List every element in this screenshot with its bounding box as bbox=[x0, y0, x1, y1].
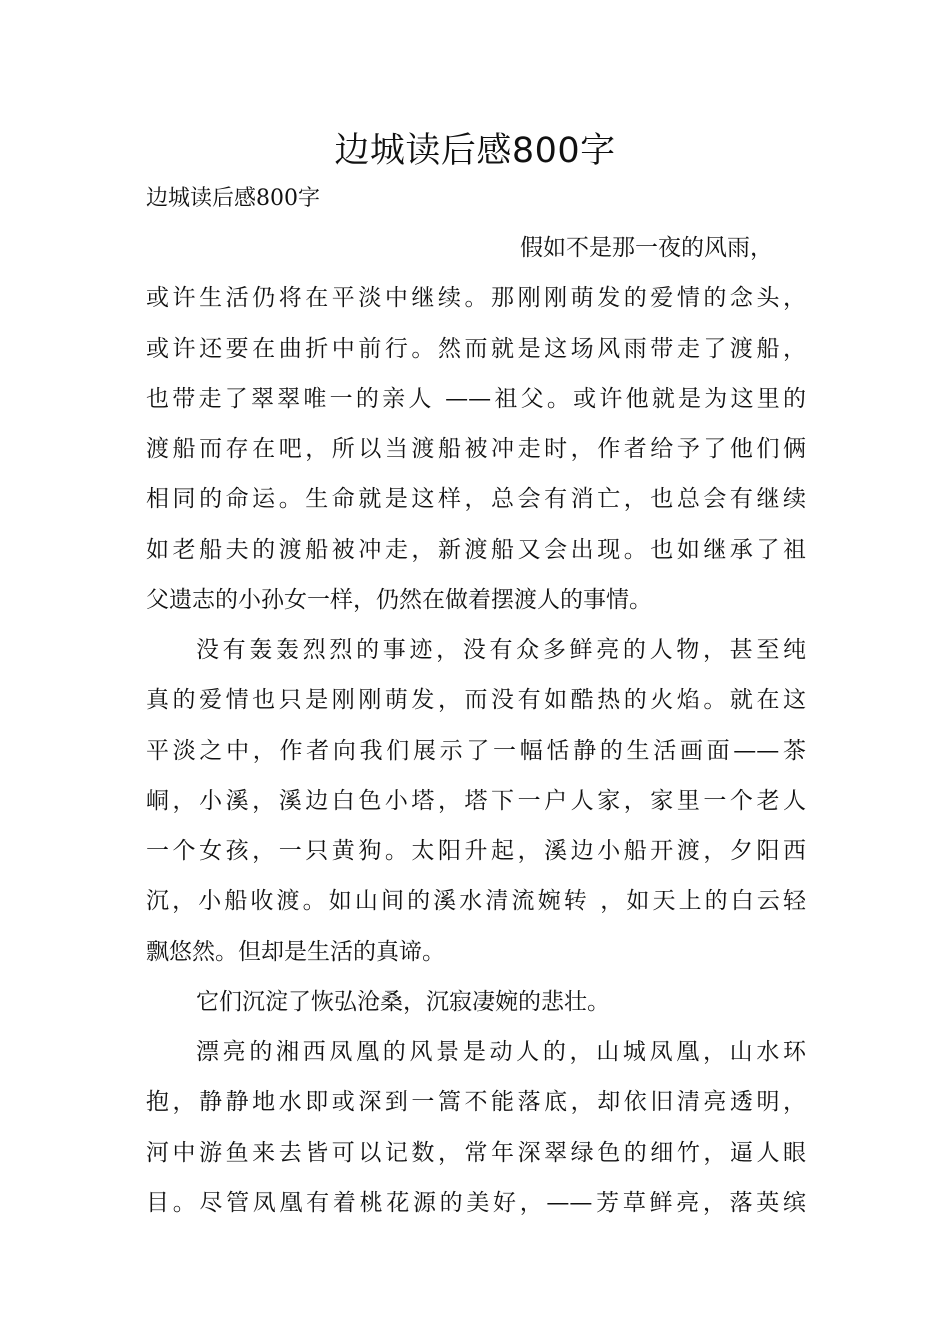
paragraph-line: 渡船而存在吧，所以当渡船被冲走时，作者给予了他们俩 bbox=[146, 436, 806, 463]
paragraph-line: 抱，静静地水即或深到一篙不能落底，却依旧清亮透明， bbox=[146, 1089, 806, 1116]
paragraph-line: 漂亮的湘西凤凰的风景是动人的，山城凤凰，山水环 bbox=[196, 1039, 806, 1065]
paragraph-line: 沉，小船收渡。如山间的溪水清流婉转 ，如天上的白云轻 bbox=[146, 888, 806, 915]
document-subtitle: 边城读后感800字 bbox=[146, 186, 320, 211]
paragraph-line: 也带走了翠翠唯一的亲人 ——祖父。或许他就是为这里的 bbox=[146, 385, 806, 412]
paragraph-line: 父遗志的小孙女一样，仍然在做着摆渡人的事情。 bbox=[146, 587, 652, 614]
paragraph-4 bbox=[146, 1027, 806, 1228]
paragraph-line: 它们沉淀了恢弘沧桑，沉寂凄婉的悲壮。 bbox=[196, 989, 610, 1015]
paragraph-line: 目。尽管凤凰有着桃花源的美好，——芳草鲜亮，落英缤 bbox=[146, 1189, 806, 1216]
paragraph-line: 没有轰轰烈烈的事迹，没有众多鲜亮的人物，甚至纯 bbox=[196, 637, 806, 663]
paragraph-line: 飘悠然。但却是生活的真谛。 bbox=[146, 938, 445, 965]
paragraph-1 bbox=[146, 223, 806, 625]
paragraph-line: 假如不是那一夜的风雨， bbox=[520, 235, 773, 261]
paragraph-line: 真的爱情也只是刚刚萌发，而没有如酷热的火焰。就在这 bbox=[146, 687, 806, 714]
paragraph-line: 相同的命运。生命就是这样，总会有消亡，也总会有继续 bbox=[146, 486, 806, 513]
paragraph-line: 平淡之中，作者向我们展示了一幅恬静的生活画面——茶 bbox=[146, 737, 806, 764]
paragraph-line: 或许生活仍将在平淡中继续。那刚刚萌发的爱情的念头， bbox=[146, 285, 806, 312]
paragraph-line: 峒，小溪，溪边白色小塔，塔下一户人家，家里一个老人 bbox=[146, 787, 806, 814]
paragraph-2 bbox=[146, 625, 806, 977]
paragraph-line: 或许还要在曲折中前行。然而就是这场风雨带走了渡船， bbox=[146, 335, 806, 362]
paragraph-line: 一个女孩，一只黄狗。太阳升起，溪边小船开渡，夕阳西 bbox=[146, 838, 806, 865]
document-title: 边城读后感800字 bbox=[334, 131, 616, 171]
paragraph-line: 河中游鱼来去皆可以记数，常年深翠绿色的细竹，逼人眼 bbox=[146, 1139, 806, 1166]
paragraph-3 bbox=[146, 977, 806, 1027]
paragraph-line: 如老船夫的渡船被冲走，新渡船又会出现。也如继承了祖 bbox=[146, 536, 806, 563]
